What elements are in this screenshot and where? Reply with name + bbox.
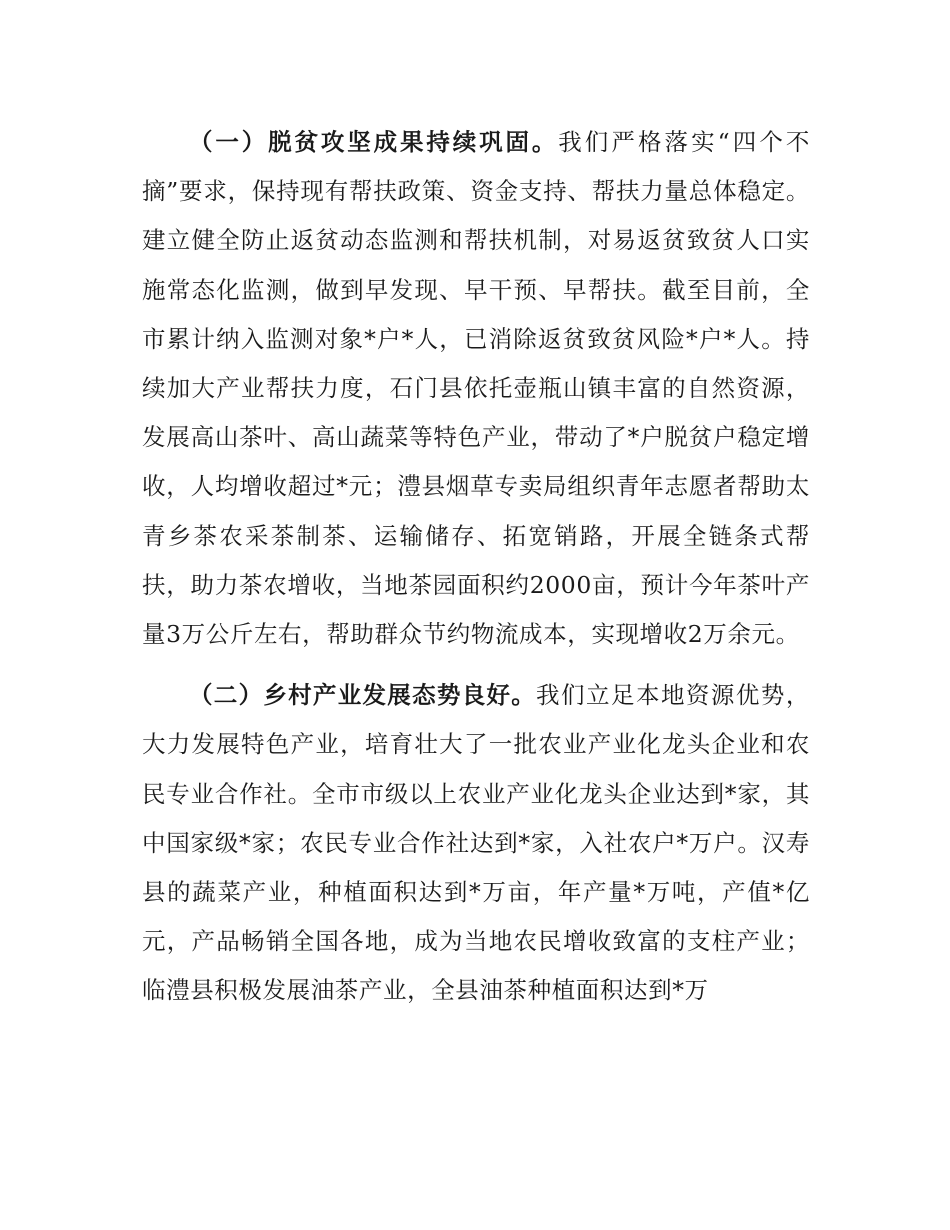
paragraph-text: 我们严格落实“四个不摘”要求，保持现有帮扶政策、资金支持、帮扶力量总体稳定。建立健全防止返贫动态监测和帮扶机制，对易返贫致贫人口实施常态化监测，做到早发现、早干预、早帮扶。截至目前，全市累计纳入监测对象*户*人，已消除返贫致贫风险*户*人。持续加大产业帮扶力度，石门县依托壶瓶山镇丰富的自然资源，发展高山茶叶、高山蔬菜等特色产业，带动了*户脱贫户稳定增收，人均增收超过*元；澧县烟草专卖局组织青年志愿者帮助太青乡茶农采茶制茶、运输储存、拓宽销路，开展全链条式帮扶，助力茶农增收，当地茶园面积约2000亩，预计今年茶叶产量3万公斤左右，帮助群众节约物流成本，实现增收2万余元。	[142, 128, 811, 649]
paragraph-heading: （一）脱贫攻坚成果持续巩固。	[189, 128, 559, 156]
paragraph-text: 我们立足本地资源优势，大力发展特色产业，培育壮大了一批农业产业化龙头企业和农民专业合作社。全市市级以上农业产业化龙头企业达到*家，其中国家级*家；农民专业合作社达到*家，入社农户*万户。汉寿县的蔬菜产业，种植面积达到*万亩，年产量*万吨，产值*亿元，产品畅销全国各地，成为当地农民增收致富的支柱产业；临澧县积极发展油茶产业，全县油茶种植面积达到*万	[142, 681, 810, 1005]
paragraph-rural-industry	[142, 671, 810, 1015]
paragraph-poverty-alleviation	[142, 118, 810, 659]
document-body	[142, 118, 810, 1016]
paragraph-heading: （二）乡村产业发展态势良好。	[189, 681, 537, 710]
